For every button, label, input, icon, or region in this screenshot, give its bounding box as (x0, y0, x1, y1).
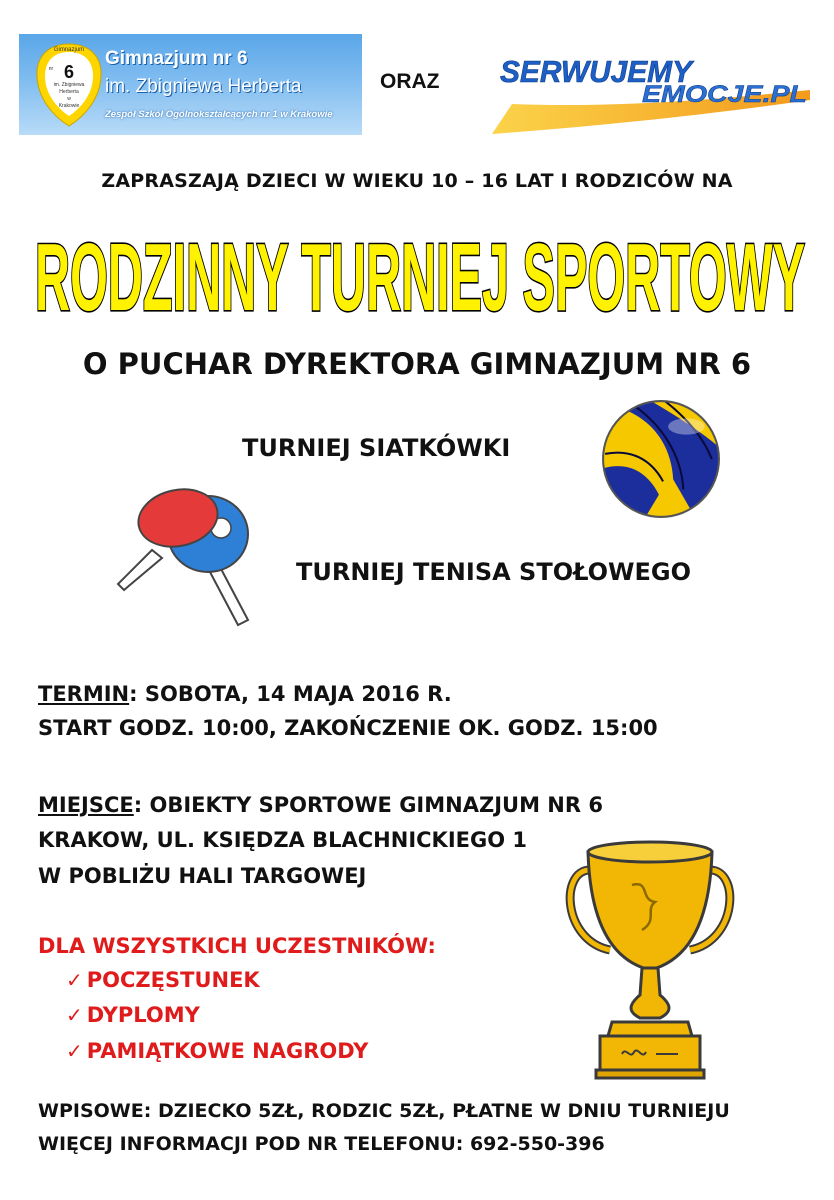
crest-text-4: Herberta (59, 89, 79, 95)
place-value: : OBIEKTY SPORTOWE GIMNAZJUM NR 6 (133, 793, 603, 817)
crest-text-3: im. Zbigniewa (53, 82, 85, 88)
contact-line: WIĘCEJ INFORMACJI POD NR TELEFONU: 692-550-396 (38, 1133, 605, 1155)
crest-text-1: nr (48, 66, 54, 72)
sponsor-line2: EMOCJE.PL (642, 81, 807, 108)
trophy-icon (560, 830, 740, 1085)
school-name: Gimnazjum nr 6 (105, 48, 248, 69)
checkmark-icon: ✓ (66, 968, 83, 992)
crest-text-0: Gimnazjum (53, 47, 85, 53)
ping-pong-paddles-icon (110, 482, 270, 632)
date-label: TERMIN (38, 682, 130, 706)
sponsor-line1: SERWUJEMY (500, 54, 696, 89)
crest-text-2: 6 (63, 62, 75, 82)
table-tennis-event-label: TURNIEJ TENISA STOŁOWEGO (296, 558, 692, 586)
place-label: MIEJSCE (38, 793, 134, 817)
landmark-line: W POBLIŻU HALI TARGOWEJ (38, 864, 367, 888)
school-logo (19, 34, 362, 135)
benefit-item (66, 968, 260, 992)
date-line (38, 682, 452, 706)
checkmark-icon: ✓ (66, 1039, 83, 1063)
invite-text: ZAPRASZAJĄ DZIECI W WIEKU 10 – 16 LAT I RODZICÓW NA (101, 170, 733, 192)
hours-line: START GODZ. 10:00, ZAKOŃCZENIE OK. GODZ. 15:00 (38, 716, 658, 740)
address-line: KRAKOW, UL. KSIĘDZA BLACHNICKIEGO 1 (38, 828, 527, 852)
checkmark-icon: ✓ (66, 1003, 83, 1027)
benefit-label: PAMIĄTKOWE NAGRODY (86, 1039, 369, 1063)
benefit-label: DYPLOMY (86, 1003, 200, 1027)
school-crest-icon (29, 40, 109, 130)
entry-fee-line: WPISOWE: DZIECKO 5ZŁ, RODZIC 5ZŁ, PŁATNE W DNIU TURNIEJU (38, 1100, 730, 1122)
volleyball-icon (600, 398, 722, 520)
school-patron: im. Zbigniewa Herberta (105, 76, 302, 97)
connector-text: ORAZ (380, 70, 440, 93)
school-complex: Zespół Szkół Ogólnokształcących nr 1 w Krakowie (105, 109, 333, 120)
volleyball-event-label: TURNIEJ SIATKÓWKI (242, 434, 511, 462)
sponsor-logo (492, 34, 812, 142)
date-value: : SOBOTA, 14 MAJA 2016 R. (129, 682, 452, 706)
crest-text-6: Krakowie (58, 103, 80, 109)
benefit-item (66, 1003, 200, 1027)
crest-text-5: w (67, 96, 71, 102)
place-line (38, 793, 603, 817)
headline (30, 212, 810, 332)
subtitle: O PUCHAR DYREKTORA GIMNAZJUM NR 6 (82, 347, 752, 381)
benefit-item (66, 1039, 368, 1063)
benefit-label: POCZĘSTUNEK (86, 968, 260, 992)
headline-text: RODZINNY TURNIEJ SPORTOWY (35, 224, 805, 331)
benefits-title: DLA WSZYSTKICH UCZESTNIKÓW: (38, 934, 436, 958)
